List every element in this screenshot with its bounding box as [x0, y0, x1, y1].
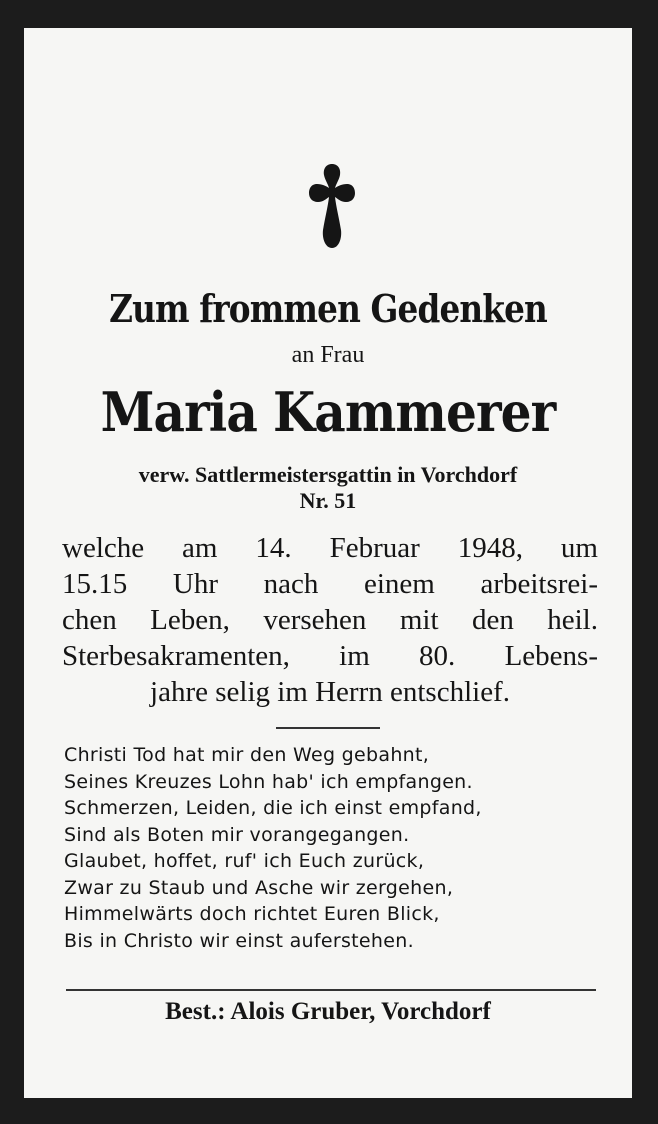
poem-line: Himmelwärts doch richtet Euren Blick,: [64, 903, 440, 925]
death-notice-text: [62, 530, 598, 710]
notice-line: Sterbesakramenten, im 80. Lebens-: [62, 640, 598, 672]
card-title: Zum frommen Gedenken: [109, 286, 547, 331]
printer-credit: Best.: Alois Gruber, Vorchdorf: [165, 998, 491, 1025]
poem-line: Seines Kreuzes Lohn hab' ich empfangen.: [64, 770, 473, 793]
poem-line: Schmerzen, Leiden, die ich einst empfand,: [64, 797, 482, 819]
notice-line: welche am 14. Februar 1948, um: [62, 532, 598, 564]
notice-line: 15.15 Uhr nach einem arbeitsrei-: [62, 568, 598, 600]
card-paper: [24, 28, 632, 1098]
poem-line: Zwar zu Staub und Asche wir zergehen,: [64, 876, 454, 899]
notice-line: chen Leben, versehen mit den heil.: [62, 604, 598, 636]
deceased-name: Maria Kammerer: [100, 380, 556, 444]
salutation: an Frau: [291, 342, 365, 368]
notice-line: jahre selig im Herrn entschlief.: [150, 676, 510, 708]
poem-line: Glaubet, hoffet, ruf' ich Euch zurück,: [64, 850, 425, 872]
deceased-description: [24, 462, 632, 514]
description-line-2: Nr. 51: [299, 488, 357, 513]
description-line-1: verw. Sattlermeistersgattin in Vorchdorf: [138, 462, 518, 487]
poem-line: Christi Tod hat mir den Weg gebahnt,: [64, 744, 430, 766]
poem: [64, 742, 604, 954]
poem-line: Sind als Boten mir vorangegangen.: [64, 823, 410, 846]
short-divider: [276, 727, 380, 729]
poem-line: Bis in Christo wir einst auferstehen.: [64, 929, 414, 952]
cross-icon: [308, 162, 356, 250]
long-divider: [66, 989, 596, 991]
